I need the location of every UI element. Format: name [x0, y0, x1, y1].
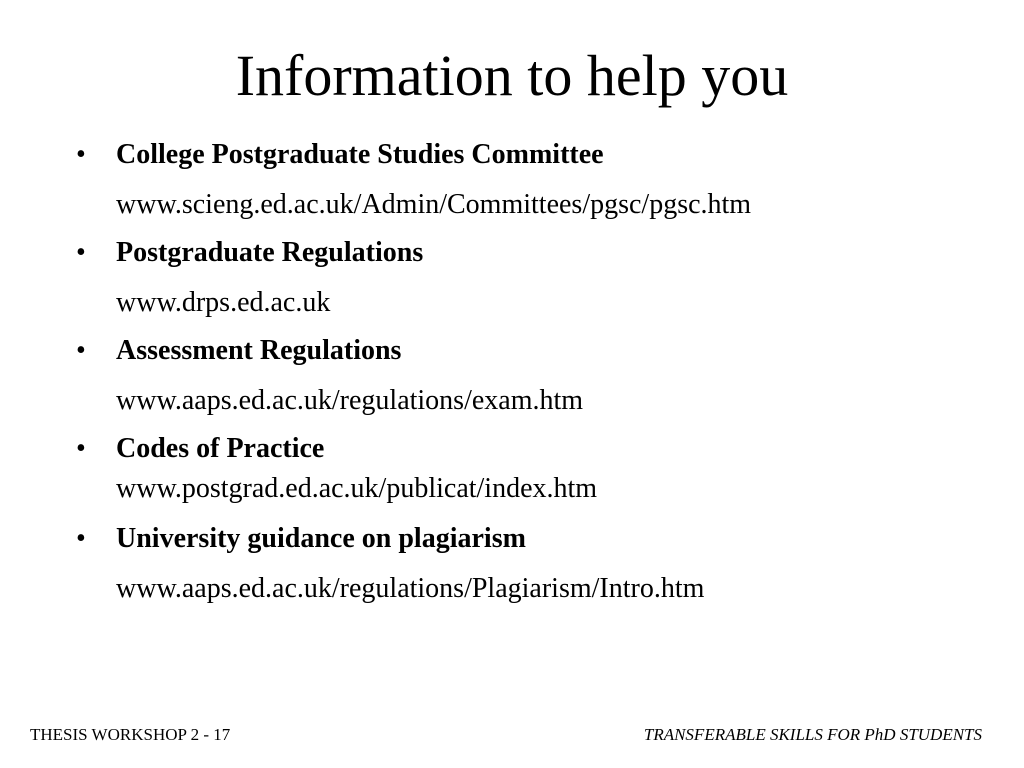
item-heading: University guidance on plagiarism [116, 523, 526, 554]
item-heading: College Postgraduate Studies Committee [116, 139, 604, 170]
bullet-icon: • [76, 139, 86, 170]
bullet-icon: • [76, 237, 86, 268]
bullet-icon: • [76, 335, 86, 366]
item-link[interactable]: www.aaps.ed.ac.uk/regulations/exam.htm [116, 385, 584, 416]
item-heading: Codes of Practice [116, 433, 325, 464]
item-link[interactable]: www.drps.ed.ac.uk [116, 287, 331, 318]
footer-course-title: TRANSFERABLE SKILLS FOR PhD STUDENTS [643, 725, 982, 744]
item-link[interactable]: www.postgrad.ed.ac.uk/publicat/index.htm [116, 473, 598, 504]
item-link[interactable]: www.scieng.ed.ac.uk/Admin/Committees/pgsc/pgsc.htm [116, 189, 752, 220]
item-link[interactable]: www.aaps.ed.ac.uk/regulations/Plagiarism/Intro.htm [116, 573, 705, 604]
item-heading: Postgraduate Regulations [116, 237, 424, 268]
footer-workshop-label: THESIS WORKSHOP 2 - 17 [30, 725, 231, 744]
bullet-icon: • [76, 523, 86, 554]
slide-title: Information to help you [235, 43, 789, 108]
bullet-icon: • [76, 433, 86, 464]
item-heading: Assessment Regulations [116, 335, 402, 366]
